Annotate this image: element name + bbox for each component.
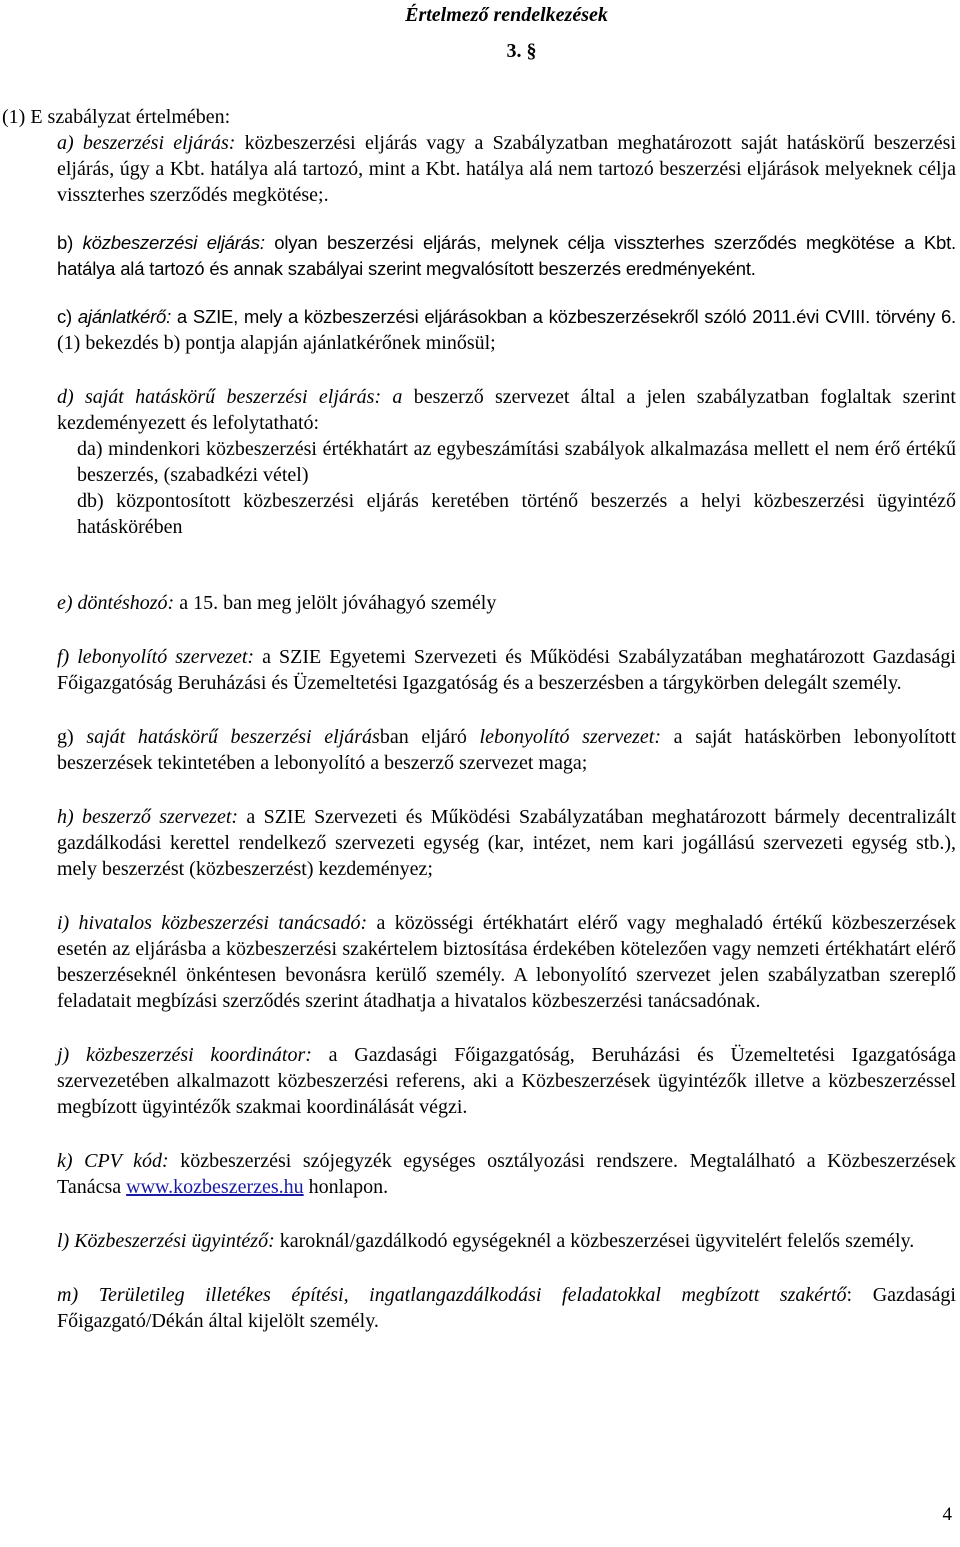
item-g-term2: lebonyolító szervezet: [479,726,662,748]
item-e-text2: ban meg jelölt jóváhagyó személy [223,592,497,614]
item-j [57,1042,956,1120]
item-m [57,1282,956,1334]
item-k-text1: közbeszerzési szójegyzék egységes osztályozási rendszere. Megtalálható a Közbeszerzések Tanácsa [57,1150,956,1198]
item-c-text1: a SZIE, mely a közbeszerzési eljárásokban a közbeszerzésekről szóló 2011.évi CVIII. törvény 6. [171,306,956,327]
item-c-term: ajánlatkérő: [77,306,172,327]
item-b [57,230,956,282]
item-d-term: d) saját hatáskörű beszerzési eljárás: a [57,386,403,408]
item-f-text: a SZIE Egyetemi Szervezeti és Működési Szabályzatában meghatározott Gazdasági Főigazgatóság Beruházási és Üzemeltetési Igazgatóság és a beszerzésben a tárgykörben delegált személy. [57,646,956,694]
item-h [57,804,956,882]
document-page [2,0,957,1334]
item-k-term: k) CPV kód: [57,1150,169,1172]
item-g-term1: saját hatáskörű beszerzési eljárás [86,726,380,748]
item-g-prefix: g) [57,726,87,748]
item-f [57,644,956,696]
item-j-term: j) közbeszerzési koordinátor: [57,1044,312,1066]
item-c [57,304,956,356]
item-b-text: olyan beszerzési eljárás, melynek célja visszterhes szerződés megkötése a Kbt. hatálya alá tartozó és annak szabályai szerint megvalósított beszerzés eredményeként. [57,232,956,279]
item-m-text: : Gazdasági Főigazgató/Dékán által kijelölt személy. [57,1284,956,1332]
page-heading: Értelmező rendelkezések [405,4,608,26]
item-e-text1: a 15. [174,592,224,614]
item-c-text2: (1) bekezdés b) pontja alapján ajánlatkérőnek minősül; [57,332,496,354]
item-i [57,910,956,1014]
item-d [57,384,956,436]
item-k [57,1148,956,1200]
item-a [57,130,956,208]
section-number: 3. § [506,40,537,62]
item-h-text: a SZIE Szervezeti és Működési Szabályzatában meghatározott bármely decentralizált gazdálkodási kerettel rendelkező szervezeti egység (kar, intézet, nem kari jogállású szervezeti egység stb.), mely beszerzést (közbeszerzést) kezdeményez; [57,806,957,880]
item-h-term: h) beszerző szervezet: [57,806,239,828]
item-d-text: beszerző szervezet által a jelen szabályzatban foglaltak szerint kezdeményezett és lefolytatható: [57,386,956,434]
item-j-text: a Gazdasági Főigazgatóság, Beruházási és Üzemeltetési Igazgatósága szervezetében alkalmazott közbeszerzési referens, aki a Közbeszerzések ügyintézők illetve a közbeszerzéssel megbízott ügyintézők szakmai koordinálását végzi. [57,1044,956,1118]
item-k-text2: honlapon. [303,1176,389,1198]
item-l [57,1228,956,1254]
kozbeszerzes-link[interactable]: www.kozbeszerzes.hu [126,1176,304,1198]
item-da: da) mindenkori közbeszerzési értékhatárt az egybeszámítási szabályok alkalmazása mellett el nem érő értékű beszerzés, (szabadkézi vétel) [77,438,956,486]
item-f-term: f) lebonyolító szervezet: [57,646,255,668]
item-a-text: közbeszerzési eljárás vagy a Szabályzatban meghatározott saját hatáskörű beszerzési eljárás, úgy a Kbt. hatálya alá tartozó, mint a Kbt. hatálya alá nem tartozó beszerzési eljárások melyeknek célja visszterhes szerződés megkötése;. [57,132,957,206]
item-m-term: m) Területileg illetékes építési, ingatlangazdálkodási feladatokkal megbízott szakértő [57,1284,847,1306]
item-g-text2: a saját hatáskörben lebonyolított beszerzések tekintetében a lebonyolító a beszerző szervezet maga; [57,726,957,774]
item-a-term: a) beszerzési eljárás: [57,132,236,154]
item-i-text: a közösségi értékhatárt elérő vagy meghaladó értékű közbeszerzések esetén az eljárásba a közbeszerzési szakértelem biztosítása érdekében kötelezően vagy nemzeti értékhatárt elérő beszerzéseknél önkéntesen bevonásra kerülő személy. A lebonyolító szervezet jelen szabályzatban szereplő feladatait megbízási szerződés szerint átadhatja a hivatalos közbeszerzési tanácsadónak. [57,912,957,1012]
item-l-term: l) Közbeszerzési ügyintéző: [57,1230,275,1252]
item-g-text1: ban eljáró [379,726,480,748]
item-b-term: közbeszerzési eljárás: [82,232,265,253]
item-db: db) központosított közbeszerzési eljárás keretében történő beszerzés a helyi közbeszerzési ügyintéző hatáskörében [77,490,956,538]
item-c-prefix: c) [57,306,78,327]
item-g [57,724,956,776]
item-e [57,590,956,616]
intro-line: (1) E szabályzat értelmében: [2,106,231,128]
page-number: 4 [942,1504,952,1525]
item-e-term: e) döntéshozó: [57,592,175,614]
item-i-term: i) hivatalos közbeszerzési tanácsadó: [57,912,368,934]
item-l-text: karoknál/gazdálkodó egységeknél a közbeszerzései ügyvitelért felelős személy. [274,1230,915,1252]
item-b-prefix: b) [57,232,83,253]
